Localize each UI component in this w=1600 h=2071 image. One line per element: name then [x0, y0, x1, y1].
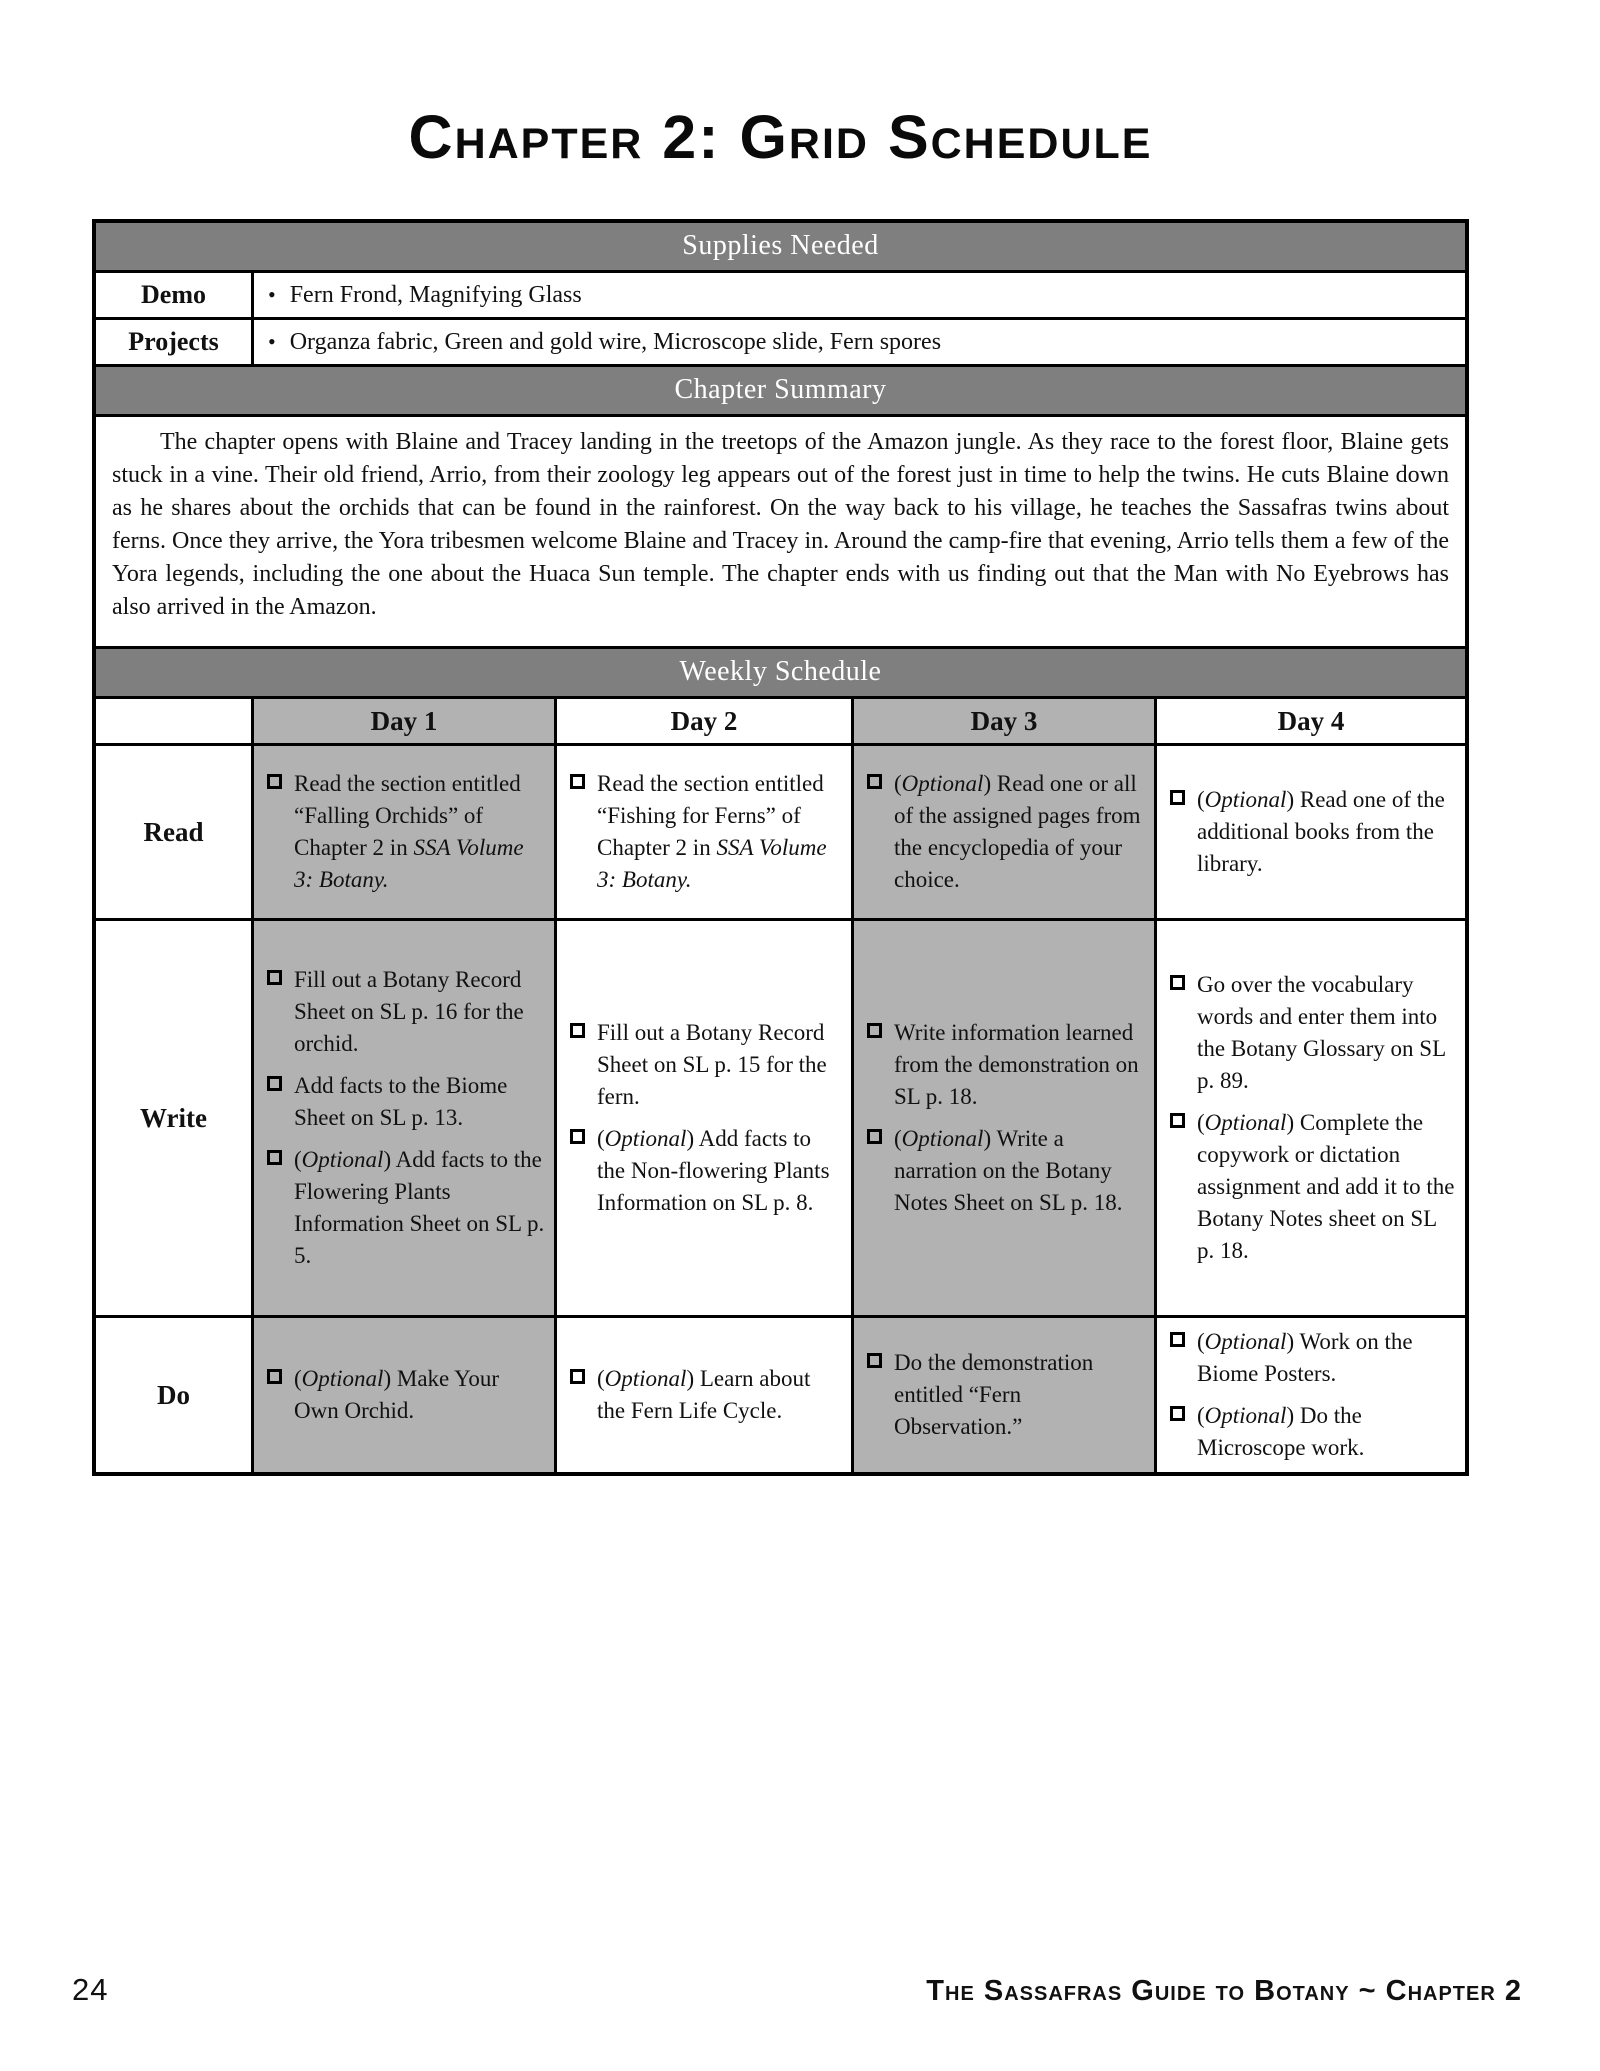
supply-row-demo	[96, 273, 1465, 317]
task-text: Fill out a Botany Record Sheet on SL p. 15 for the fern.	[597, 1020, 827, 1110]
chapter-summary-text	[96, 414, 1465, 646]
checkbox-icon	[570, 774, 585, 789]
checkbox-icon	[267, 1150, 282, 1165]
checkbox-icon	[1170, 1332, 1185, 1347]
supply-items-projects: Organza fabric, Green and gold wire, Microscope slide, Fern spores	[289, 328, 942, 355]
task-text: (Optional) Write a narration on the Botany Notes Sheet on SL p. 18.	[894, 1126, 1123, 1216]
task-item	[1167, 1400, 1457, 1464]
task-item	[1167, 784, 1457, 880]
schedule-cell-do-day1	[254, 1318, 554, 1472]
task-item	[1167, 1326, 1457, 1390]
schedule-cell-read-day3	[854, 746, 1154, 918]
task-text: Read the section entitled “Falling Orchids” of Chapter 2 in SSA Volume 3: Botany.	[294, 771, 524, 893]
chapter-summary-header: Chapter Summary	[96, 364, 1465, 414]
schedule-row-write	[96, 921, 1465, 1315]
task-text: (Optional) Learn about the Fern Life Cycle.	[597, 1366, 811, 1424]
checkbox-icon	[867, 774, 882, 789]
task-item	[567, 1123, 843, 1219]
checkbox-icon	[867, 1129, 882, 1144]
schedule-cell-write-day4	[1157, 921, 1465, 1315]
footer-book-title: The Sassafras Guide to Botany ~ Chapter 2	[926, 1975, 1522, 2007]
task-text: Add facts to the Biome Sheet on SL p. 13.	[294, 1073, 508, 1131]
supply-content-demo	[254, 273, 1465, 317]
checkbox-icon	[1170, 975, 1185, 990]
supply-row-projects	[96, 320, 1465, 364]
corner-cell	[96, 699, 251, 743]
schedule-row-read	[96, 746, 1465, 918]
row-label-read: Read	[96, 746, 251, 918]
row-label-write: Write	[96, 921, 251, 1315]
day-header-3: Day 3	[854, 699, 1154, 743]
task-item	[264, 1070, 546, 1134]
task-item	[264, 1144, 546, 1272]
checkbox-icon	[570, 1129, 585, 1144]
schedule-cell-write-day1	[254, 921, 554, 1315]
chapter-table	[92, 219, 1469, 1476]
checkbox-icon	[867, 1023, 882, 1038]
checkbox-icon	[1170, 1113, 1185, 1128]
checkbox-icon	[570, 1023, 585, 1038]
task-item	[1167, 1107, 1457, 1267]
task-item	[264, 964, 546, 1060]
content-area	[92, 0, 1469, 1476]
task-item	[864, 1347, 1146, 1443]
day-header-2: Day 2	[557, 699, 851, 743]
summary-paragraph: The chapter opens with Blaine and Tracey landing in the treetops of the Amazon jungle. As they race to the forest floor, Blaine gets stuck in a vine. Their old friend, Arrio, from their zoology leg appears out of the forest just in time to help the twins. He cuts Blaine down as he shares about the orchids that can be found in the rainforest. On the way back to his village, he teaches the Sassafras twins about ferns. Once they arrive, the Yora tribesmen welcome Blaine and Tracey in. Around the camp-fire that evening, Arrio tells them a few of the Yora legends, including the one about the Huaca Sun temple. The chapter ends with us finding out that the Man with No Eyebrows has also arrived in the Amazon.	[112, 429, 1449, 621]
task-item	[864, 768, 1146, 896]
weekly-schedule-header: Weekly Schedule	[96, 646, 1465, 696]
task-item	[264, 1363, 546, 1427]
checkbox-icon	[267, 774, 282, 789]
schedule-cell-read-day4	[1157, 746, 1465, 918]
supply-label-projects: Projects	[96, 320, 251, 364]
task-text: Read the section entitled “Fishing for Ferns” of Chapter 2 in SSA Volume 3: Botany.	[597, 771, 827, 893]
task-item	[567, 1017, 843, 1113]
task-text: (Optional) Add facts to the Non-flowering Plants Information on SL p. 8.	[597, 1126, 830, 1216]
task-text: (Optional) Do the Microscope work.	[1197, 1403, 1365, 1461]
schedule-cell-do-day4	[1157, 1318, 1465, 1472]
day-header-row	[96, 699, 1465, 743]
schedule-cell-read-day2	[557, 746, 851, 918]
task-item	[1167, 969, 1457, 1097]
schedule-row-do	[96, 1318, 1465, 1472]
schedule-cell-write-day2	[557, 921, 851, 1315]
checkbox-icon	[267, 970, 282, 985]
checkbox-icon	[267, 1076, 282, 1091]
page-number: 24	[72, 1972, 109, 2007]
schedule-cell-do-day2	[557, 1318, 851, 1472]
checkbox-icon	[1170, 790, 1185, 805]
supplies-section	[96, 270, 1465, 364]
task-text: (Optional) Complete the copywork or dictation assignment and add it to the Botany Notes sheet on SL p. 18.	[1197, 1110, 1455, 1264]
task-text: Do the demonstration entitled “Fern Observation.”	[894, 1350, 1094, 1440]
checkbox-icon	[1170, 1406, 1185, 1421]
schedule-cell-write-day3	[854, 921, 1154, 1315]
page-footer	[72, 1972, 1522, 2008]
page-title: Chapter 2: Grid Schedule	[408, 103, 1153, 171]
task-item	[864, 1123, 1146, 1219]
task-text: Write information learned from the demonstration on SL p. 18.	[894, 1020, 1139, 1110]
task-text: Fill out a Botany Record Sheet on SL p. 16 for the orchid.	[294, 967, 524, 1057]
supplies-needed-header: Supplies Needed	[96, 223, 1465, 270]
supply-content-projects	[254, 320, 1465, 364]
task-item	[264, 768, 546, 896]
weekly-schedule-grid	[96, 696, 1465, 1472]
checkbox-icon	[570, 1369, 585, 1384]
supply-label-demo: Demo	[96, 273, 251, 317]
checkbox-icon	[267, 1369, 282, 1384]
task-text: (Optional) Add facts to the Flowering Plants Information Sheet on SL p. 5.	[294, 1147, 545, 1269]
checkbox-icon	[867, 1353, 882, 1368]
task-text: (Optional) Read one or all of the assigned pages from the encyclopedia of your choice.	[894, 771, 1141, 893]
schedule-cell-do-day3	[854, 1318, 1154, 1472]
task-item	[864, 1017, 1146, 1113]
supply-items-demo: Fern Frond, Magnifying Glass	[289, 281, 582, 308]
task-text: Go over the vocabulary words and enter them into the Botany Glossary on SL p. 89.	[1197, 972, 1446, 1094]
task-item	[567, 768, 843, 896]
day-header-1: Day 1	[254, 699, 554, 743]
task-text: (Optional) Read one of the additional books from the library.	[1197, 787, 1445, 877]
task-text: (Optional) Work on the Biome Posters.	[1197, 1329, 1413, 1387]
schedule-cell-read-day1	[254, 746, 554, 918]
bullet-icon: •	[268, 329, 276, 355]
task-item	[567, 1363, 843, 1427]
task-text: (Optional) Make Your Own Orchid.	[294, 1366, 500, 1424]
row-label-do: Do	[96, 1318, 251, 1472]
bullet-icon: •	[268, 282, 276, 308]
day-header-4: Day 4	[1157, 699, 1465, 743]
